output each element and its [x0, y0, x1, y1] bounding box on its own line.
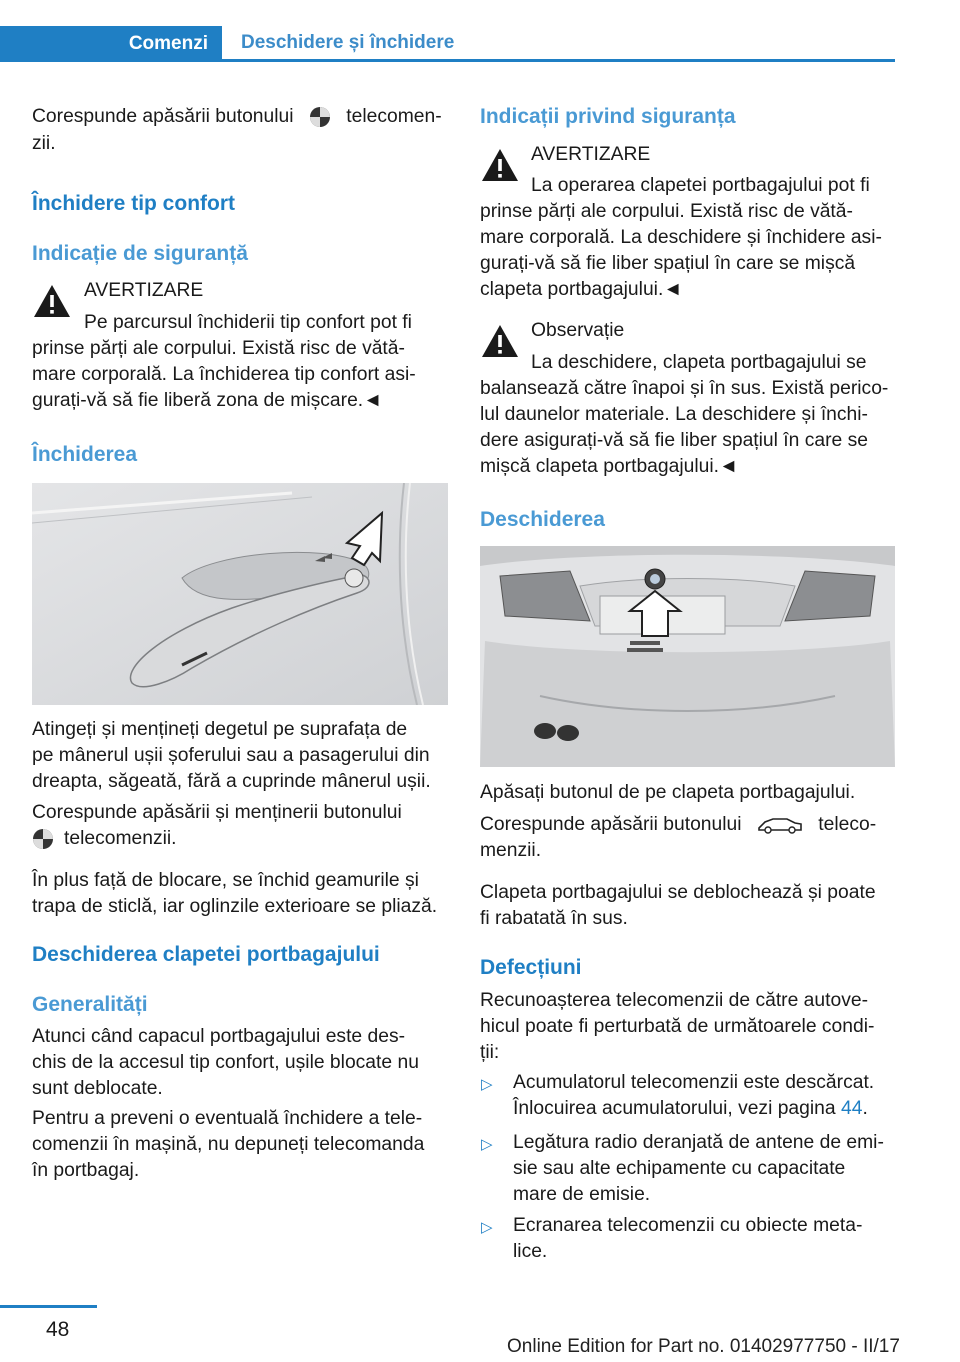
paragraph: hicul poate fi perturbată de următoarele condi‐	[480, 1016, 875, 1037]
heading-indicatii-siguranta: Indicații privind siguranța	[480, 105, 736, 128]
warning-text: prinse părți ale corpului. Există risc de vătă‐	[480, 201, 853, 222]
note-text: lul daunelor materiale. La deschidere și închi‐	[480, 404, 868, 425]
warning-text: gurați-vă să fie liberă zona de mișcare.◄	[32, 390, 383, 411]
text: Corespunde apăsării butonului	[32, 106, 294, 127]
edition-text: Online Edition for Part no. 01402977750 - II/17	[507, 1336, 900, 1357]
heading-inchiderea: Închiderea	[32, 443, 138, 466]
paragraph: în portbagaj.	[32, 1160, 140, 1181]
heading-deschiderea-clapetei: Deschiderea clapetei portbagajului	[32, 943, 380, 966]
list-item: lice.	[513, 1241, 548, 1262]
paragraph: În plus față de blocare, se închid geamurile și	[32, 870, 419, 891]
heading-inchidere-confort: Închidere tip confort	[32, 192, 236, 215]
bullet-icon: ▷	[481, 1136, 493, 1153]
footer-rule	[0, 1305, 97, 1308]
car-trunk-button-icon	[757, 814, 803, 836]
warning-label: AVERTIZARE	[84, 280, 204, 301]
paragraph	[32, 104, 442, 131]
bullet-icon: ▷	[481, 1219, 493, 1236]
paragraph: menzii.	[480, 840, 542, 861]
note-label: Observație	[531, 320, 625, 341]
page-number: 48	[46, 1318, 70, 1341]
trunk-illustration	[480, 546, 895, 767]
bullet-icon: ▷	[481, 1076, 493, 1093]
heading-defectiuni: Defecțiuni	[480, 956, 582, 979]
list-item: Legătura radio deranjată de antene de emi‐	[513, 1132, 884, 1153]
paragraph: sunt deblocate.	[32, 1078, 163, 1099]
text: Corespunde apăsării butonului	[480, 814, 742, 835]
lock-button-icon	[32, 828, 54, 850]
list-item: Ecranarea telecomenzii cu obiecte meta‐	[513, 1215, 863, 1236]
paragraph: pe mânerul ușii șoferului sau a pasagerului din	[32, 745, 430, 766]
paragraph: chis de la accesul tip confort, ușile blocate nu	[32, 1052, 419, 1073]
text: telecomen‐	[346, 106, 442, 127]
warning-text: gurați-vă să fie liber spațiul în care se mișcă	[480, 253, 856, 274]
note-text: dere asigurați-vă să fie liber spațiul în care se	[480, 430, 868, 451]
paragraph	[480, 812, 876, 839]
page-link-44[interactable]: 44	[840, 1098, 863, 1119]
text: Înlocuirea acumulatorului, vezi pagina	[513, 1098, 836, 1119]
list-item	[513, 1096, 868, 1123]
paragraph: Corespunde apăsării și menținerii butonului	[32, 802, 402, 823]
paragraph: Atunci când capacul portbagajului este des‐	[32, 1026, 406, 1047]
note-text: balansează către înapoi și în sus. Există perico‐	[480, 378, 889, 399]
paragraph	[32, 826, 177, 853]
paragraph: zii.	[32, 133, 56, 154]
list-item: mare de emisie.	[513, 1184, 651, 1205]
heading-generalitati: Generalități	[32, 993, 148, 1016]
tab-deschidere-inchidere[interactable]: Deschidere și închidere	[222, 26, 895, 62]
warning-label: AVERTIZARE	[531, 144, 651, 165]
note-text: La deschidere, clapeta portbagajului se	[531, 352, 867, 373]
paragraph: fi rabatată în sus.	[480, 908, 628, 929]
tab-comenzi[interactable]: Comenzi	[0, 26, 222, 62]
list-item: Acumulatorul telecomenzii este descărcat.	[513, 1072, 875, 1093]
paragraph: Apăsați butonul de pe clapeta portbagajului.	[480, 782, 856, 803]
paragraph: comenzii în mașină, nu depuneți telecomanda	[32, 1134, 425, 1155]
warning-text: mare corporală. La închiderea tip confort asi‐	[32, 364, 416, 385]
paragraph: Atingeți și mențineți degetul pe suprafața de	[32, 719, 408, 740]
paragraph: ții:	[480, 1042, 500, 1063]
lock-button-icon	[309, 106, 331, 128]
warning-icon	[480, 323, 520, 359]
warning-text: prinse părți ale corpului. Există risc de vătă‐	[32, 338, 405, 359]
paragraph: trapa de sticlă, iar oglinzile exterioare se pliază.	[32, 896, 438, 917]
warning-text: mare corporală. La deschidere și închidere asi‐	[480, 227, 882, 248]
paragraph: Pentru a preveni o eventuală închidere a tele‐	[32, 1108, 423, 1129]
door-handle-illustration	[32, 483, 448, 705]
paragraph: Clapeta portbagajului se deblochează și poate	[480, 882, 876, 903]
warning-text: Pe parcursul închiderii tip confort pot fi	[84, 312, 412, 333]
warning-icon	[32, 283, 72, 319]
header-tabs	[0, 26, 895, 62]
note-text: mișcă clapeta portbagajului.◄	[480, 456, 739, 477]
heading-indicatie-siguranta: Indicație de siguranță	[32, 242, 248, 265]
heading-deschiderea: Deschiderea	[480, 508, 605, 531]
text: .	[862, 1098, 868, 1119]
text: teleco‐	[818, 814, 877, 835]
warning-icon	[480, 147, 520, 183]
paragraph: Recunoașterea telecomenzii de către autove‐	[480, 990, 868, 1011]
warning-text: La operarea clapetei portbagajului pot fi	[531, 175, 870, 196]
list-item: sie sau alte echipamente cu capacitate	[513, 1158, 846, 1179]
warning-text: clapeta portbagajului.◄	[480, 279, 683, 300]
text: telecomenzii.	[64, 828, 177, 849]
paragraph: dreapta, săgeată, fără a cuprinde mânerul ușii.	[32, 771, 431, 792]
